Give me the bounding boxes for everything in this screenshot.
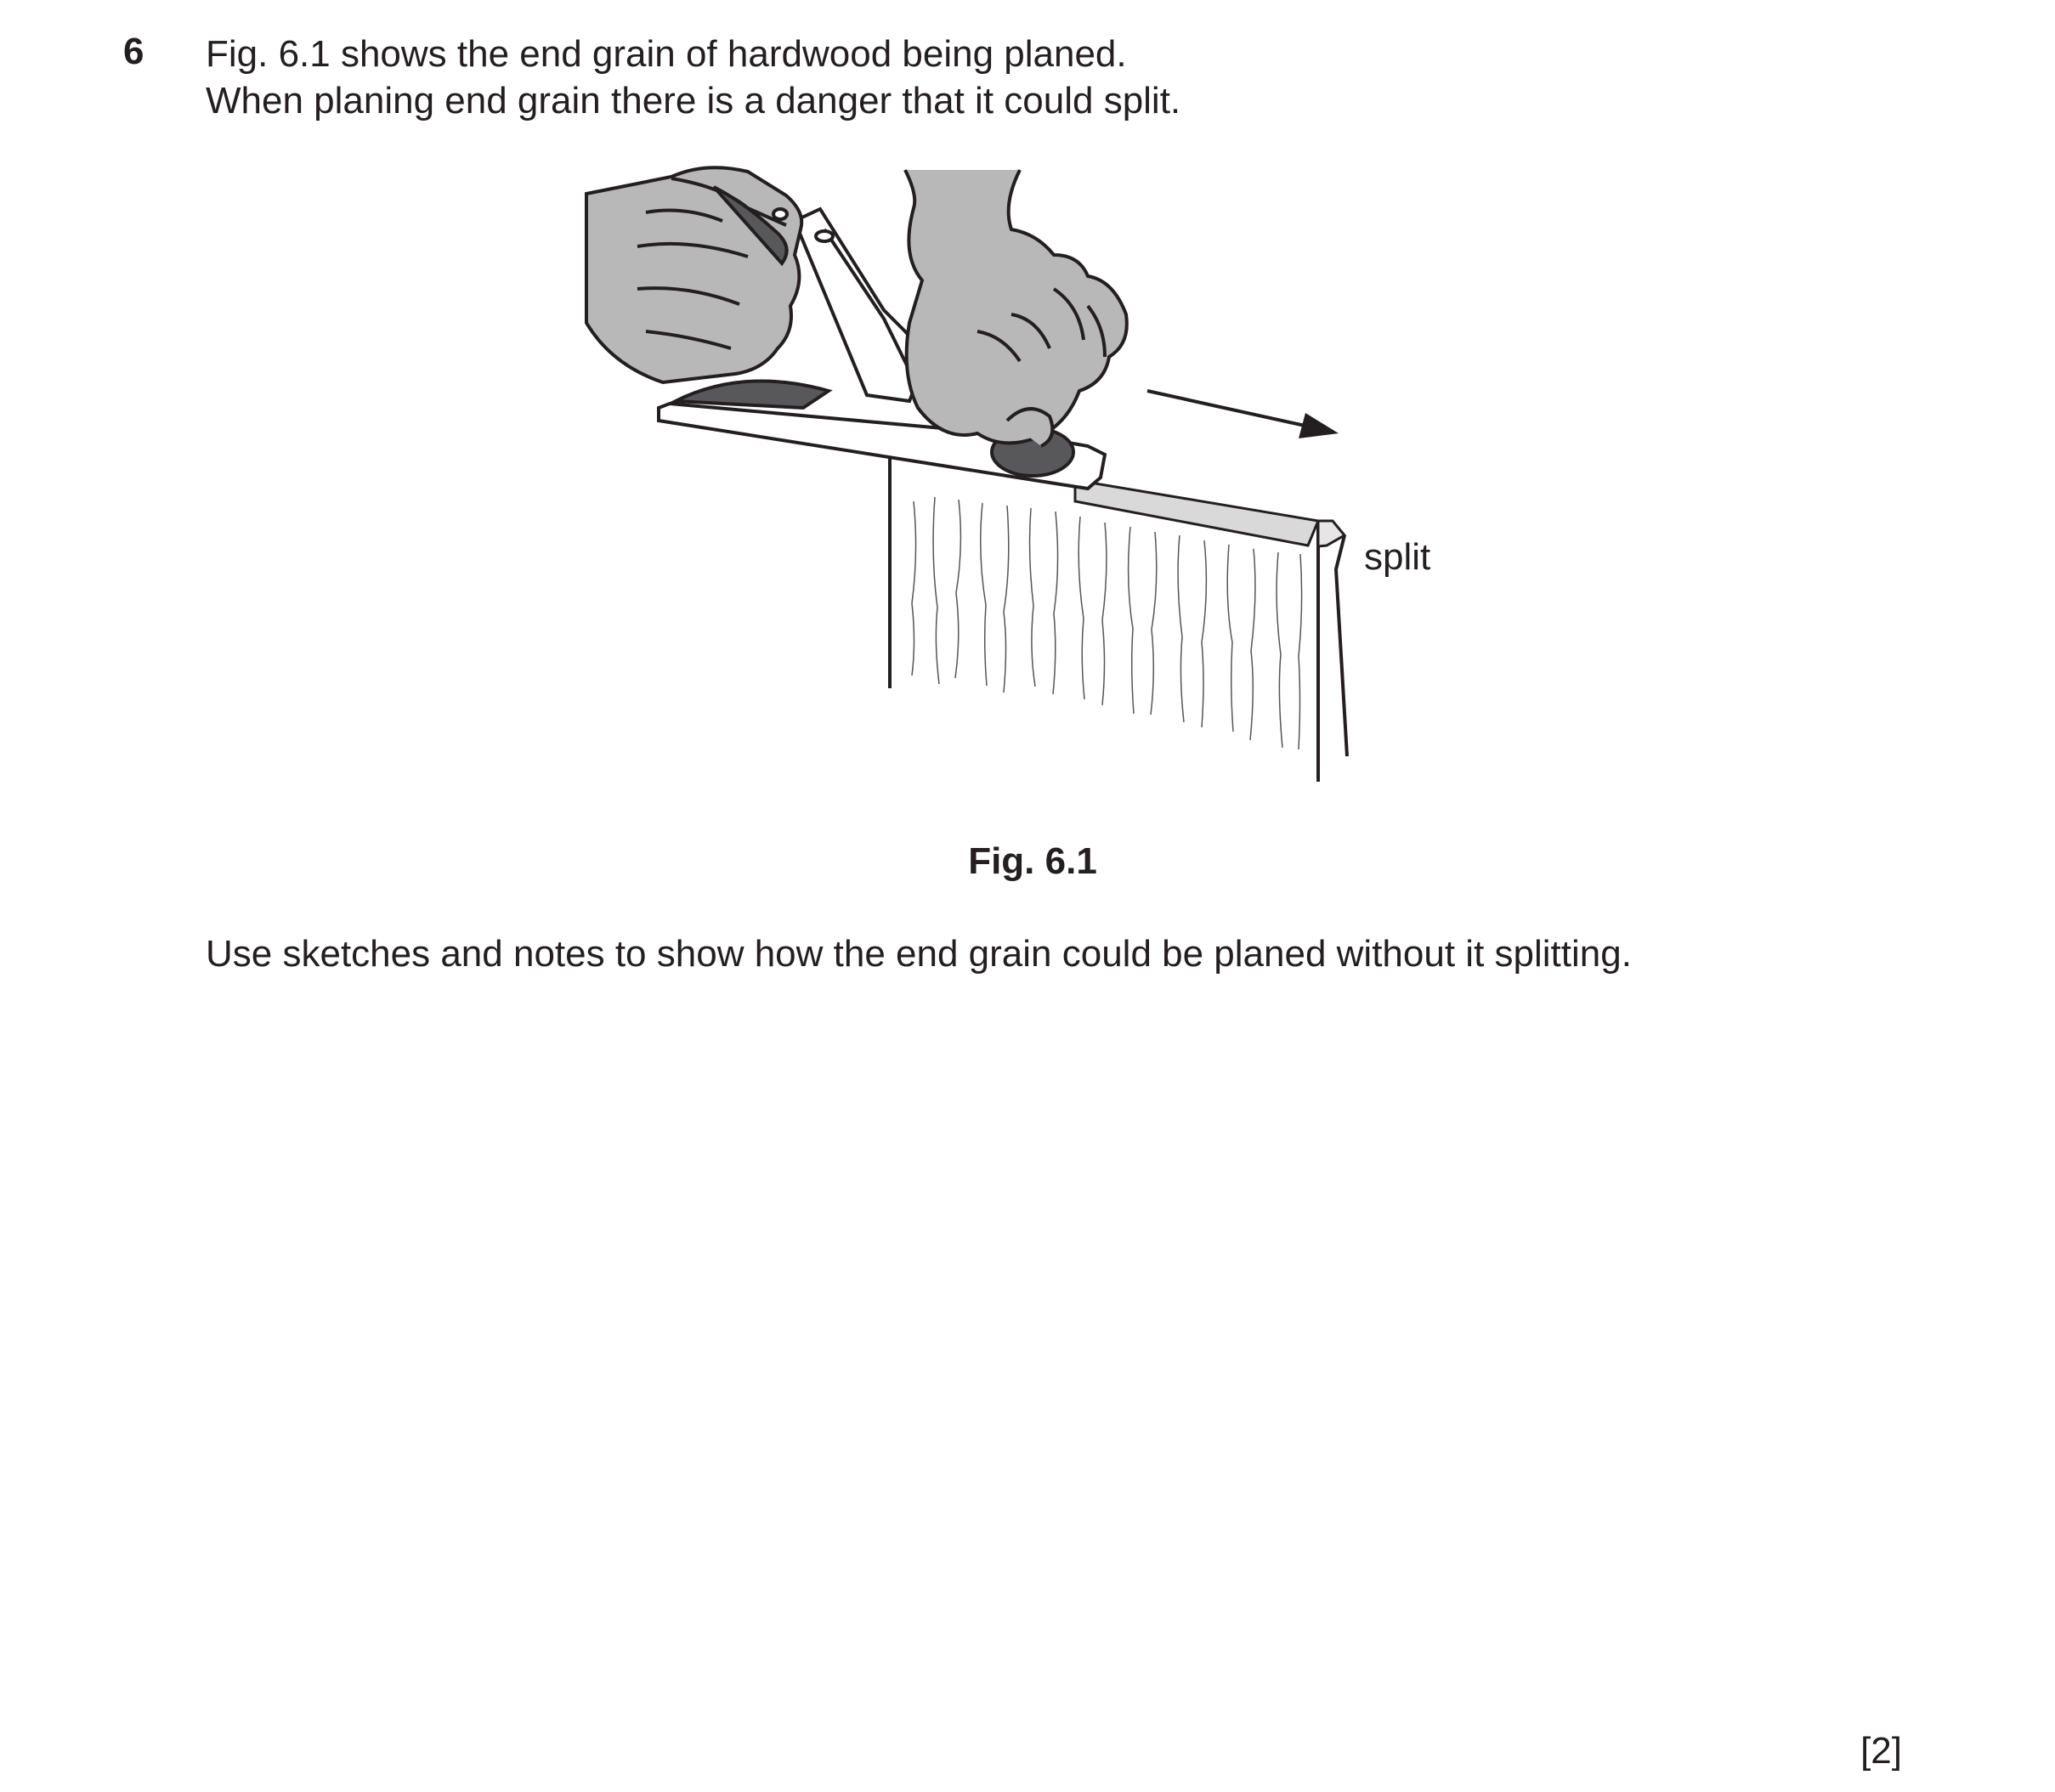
figure-caption: Fig. 6.1 [968, 840, 1097, 882]
direction-arrow [1147, 391, 1339, 438]
grain-texture [912, 497, 1302, 749]
front-hand [905, 170, 1127, 446]
question-instruction: Use sketches and notes to show how the end grain could be planed without it splitting. [206, 933, 1632, 975]
intro-line-2: When planing end grain there is a danger that it could split. [206, 80, 1181, 122]
figure-planing-end-grain [578, 161, 1462, 807]
rear-hand [586, 167, 801, 382]
marks-label: [2] [1860, 1730, 1902, 1772]
question-number: 6 [123, 31, 144, 72]
intro-line-1: Fig. 6.1 shows the end grain of hardwood being planed. [206, 33, 1127, 75]
split-label: split [1364, 536, 1431, 578]
question-intro [206, 31, 1180, 124]
planing-illustration [578, 161, 1462, 807]
